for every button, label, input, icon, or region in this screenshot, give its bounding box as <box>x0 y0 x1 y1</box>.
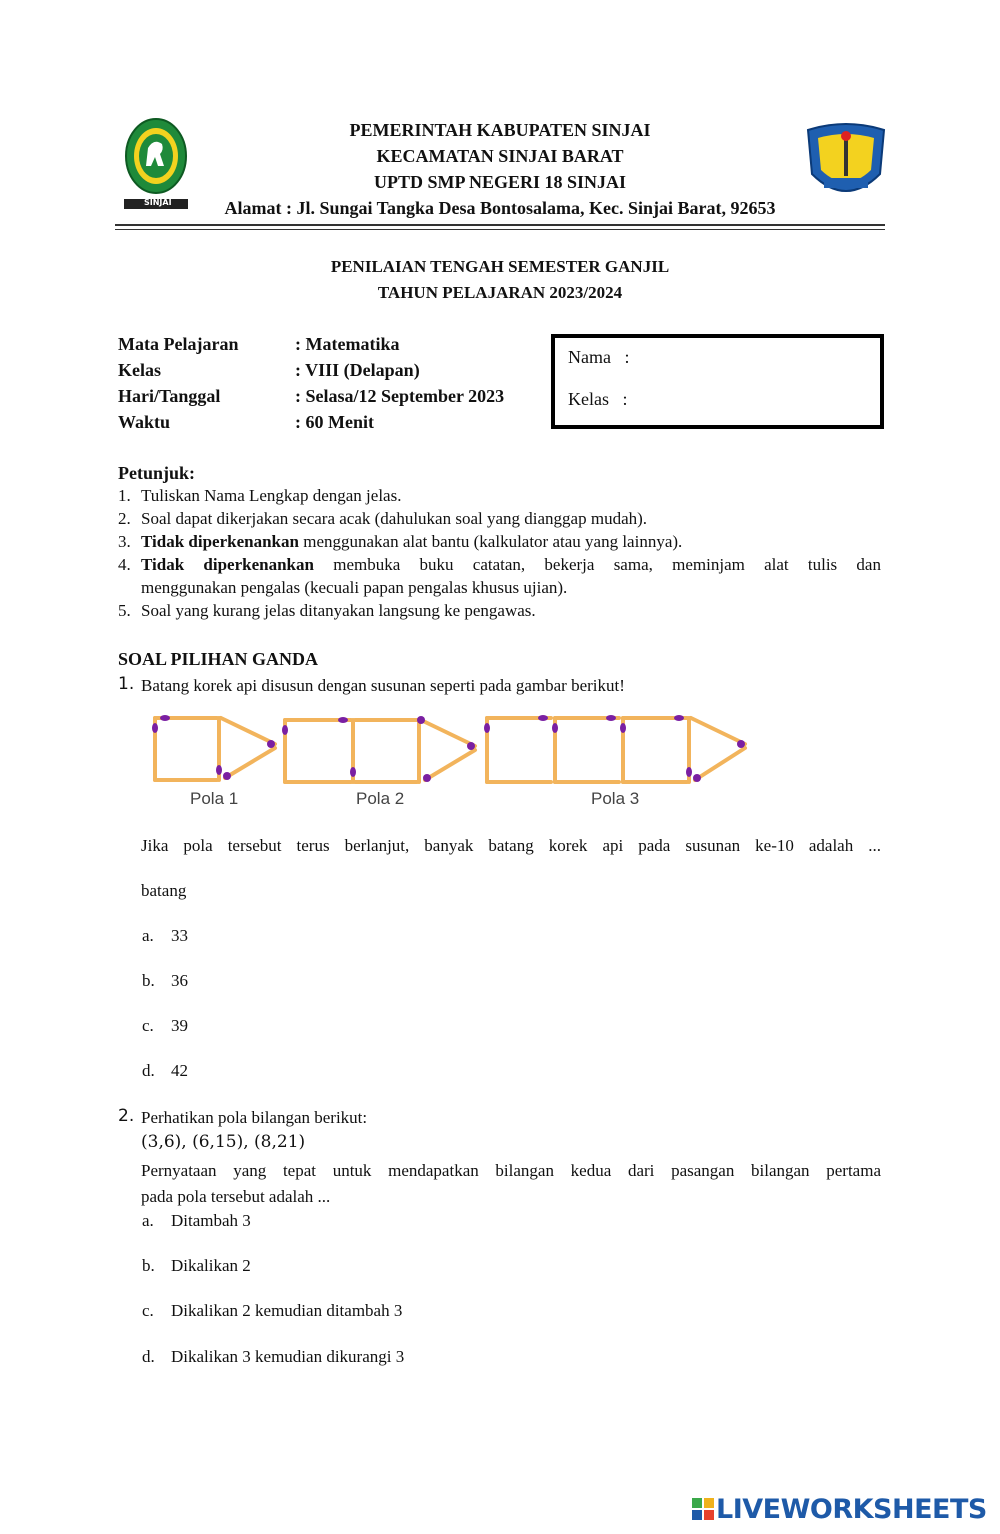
header-government: PEMERINTAH KABUPATEN SINJAI <box>349 120 651 140</box>
question-text: Perhatikan pola bilangan berikut: <box>141 1108 368 1127</box>
option-text: Dikalikan 2 kemudian ditambah 3 <box>171 1301 403 1320</box>
matchstick-figure <box>145 706 755 786</box>
match-stick <box>221 718 275 744</box>
option-letter: a. <box>142 926 154 945</box>
match-head <box>538 715 548 721</box>
option-letter: a. <box>142 1211 154 1230</box>
match-head <box>267 740 275 748</box>
option-letter: b. <box>142 971 155 990</box>
match-head <box>693 774 701 782</box>
class-label: Kelas : <box>568 389 628 409</box>
instruction-item: Tuliskan Nama Lengkap dengan jelas. <box>141 486 402 505</box>
exam-title: PENILAIAN TENGAH SEMESTER GANJIL <box>330 257 670 276</box>
option-text: 42 <box>171 1061 188 1080</box>
section-title: SOAL PILIHAN GANDA <box>118 649 319 669</box>
instruction-item: Tidak diperkenankan menggunakan alat bantu (kalkulator atau yang lainnya). <box>141 532 683 551</box>
question-text: Batang korek api disusun dengan susunan seperti pada gambar berikut! <box>141 676 625 695</box>
match-head <box>552 723 558 733</box>
instruction-number: 1. <box>118 486 131 505</box>
match-head <box>737 740 745 748</box>
match-head <box>350 767 356 777</box>
match-stick <box>695 748 745 780</box>
match-head <box>216 765 222 775</box>
instruction-number: 2. <box>118 509 131 528</box>
instructions-title: Petunjuk: <box>118 463 196 483</box>
student-name-box[interactable] <box>551 334 884 429</box>
match-head <box>674 715 684 721</box>
header-divider-thick <box>115 224 885 226</box>
question-number: 1. <box>118 674 135 694</box>
figure-label: Pola 1 <box>190 789 239 808</box>
match-stick <box>225 748 275 778</box>
match-head <box>338 717 348 723</box>
option-letter: d. <box>142 1061 155 1080</box>
match-head <box>467 742 475 750</box>
question-number: 2. <box>118 1106 135 1126</box>
match-head <box>620 723 626 733</box>
name-label: Nama : <box>568 347 630 367</box>
match-head <box>686 767 692 777</box>
instruction-item: Tidak diperkenankan membuka buku catatan, bekerja sama, meminjam alat tulis dan <box>141 555 881 574</box>
option-letter: d. <box>142 1347 155 1366</box>
match-stick <box>425 750 475 780</box>
match-head <box>606 715 616 721</box>
liveworksheets-logo-icon <box>692 1498 714 1520</box>
match-stick <box>691 718 745 744</box>
match-head <box>160 715 170 721</box>
match-head <box>152 723 158 733</box>
info-value: : Selasa/12 September 2023 <box>295 386 505 406</box>
info-value: : Matematika <box>295 334 400 354</box>
option-letter: c. <box>142 1016 154 1035</box>
number-pairs: (3,6), (6,15), (8,21) <box>141 1132 306 1152</box>
instruction-item-continued: menggunakan pengalas (kecuali papan pengalas khusus ujian). <box>141 578 568 597</box>
figure-label: Pola 2 <box>356 789 405 808</box>
match-stick <box>421 720 475 746</box>
info-value: : 60 Menit <box>295 412 374 432</box>
option-text: Dikalikan 2 <box>171 1256 251 1275</box>
info-label: Waktu <box>118 412 171 432</box>
info-label: Mata Pelajaran <box>118 334 239 354</box>
match-head <box>484 723 490 733</box>
logo-banner-text: SINJAI <box>144 198 172 207</box>
option-letter: c. <box>142 1301 154 1320</box>
instruction-number: 5. <box>118 601 131 620</box>
exam-year: TAHUN PELAJARAN 2023/2024 <box>377 283 623 302</box>
match-head <box>423 774 431 782</box>
question-prompt: Jika pola tersebut terus berlanjut, banyak batang korek api pada susunan ke-10 adalah ... <box>141 836 881 855</box>
figure-label: Pola 3 <box>591 789 640 808</box>
header-district: KECAMATAN SINJAI BARAT <box>376 146 624 166</box>
option-text: Ditambah 3 <box>171 1211 251 1230</box>
header-address: Alamat : Jl. Sungai Tangka Desa Bontosalama, Kec. Sinjai Barat, 92653 <box>224 198 776 218</box>
instruction-item: Soal dapat dikerjakan secara acak (dahulukan soal yang dianggap mudah). <box>141 509 648 528</box>
instruction-number: 4. <box>118 555 131 574</box>
match-head <box>417 716 425 724</box>
question-prompt-continued: batang <box>141 881 187 900</box>
instruction-number: 3. <box>118 532 131 551</box>
info-label: Kelas <box>118 360 161 380</box>
option-text: Dikalikan 3 kemudian dikurangi 3 <box>171 1347 405 1366</box>
option-text: 39 <box>171 1016 188 1035</box>
matchstick-svg <box>145 706 755 786</box>
match-head <box>223 772 231 780</box>
watermark-text: LIVEWORKSHEETS <box>716 1494 987 1525</box>
question-prompt: Pernyataan yang tepat untuk mendapatkan bilangan kedua dari pasangan bilangan pertama <box>141 1161 881 1180</box>
header-school: UPTD SMP NEGERI 18 SINJAI <box>373 172 627 192</box>
option-text: 36 <box>171 971 188 990</box>
option-text: 33 <box>171 926 188 945</box>
question-prompt-continued: pada pola tersebut adalah ... <box>141 1187 331 1206</box>
match-head <box>282 725 288 735</box>
header-divider-thin <box>115 229 885 230</box>
option-letter: b. <box>142 1256 155 1275</box>
info-value: : VIII (Delapan) <box>295 360 420 380</box>
instruction-item: Soal yang kurang jelas ditanyakan langsung ke pengawas. <box>141 601 536 620</box>
info-label: Hari/Tanggal <box>118 386 221 406</box>
